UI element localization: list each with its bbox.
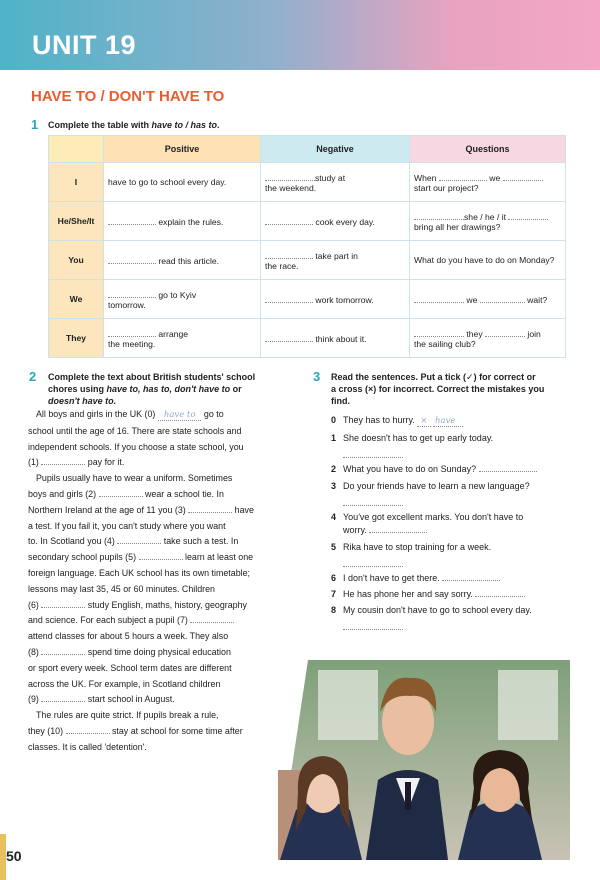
- exercise-2-number: 2: [29, 369, 37, 384]
- text: (8): [28, 646, 39, 657]
- answer-line[interactable]: [479, 463, 537, 472]
- window-shape: [498, 670, 558, 740]
- cell-text: explain the rules.: [158, 216, 224, 227]
- blank-line[interactable]: [485, 328, 525, 337]
- instruction-text: Read the sentences. Put a tick (✓) for correct or: [331, 372, 536, 382]
- cell-question: [410, 202, 566, 241]
- text: spend time doing physical education: [87, 646, 231, 657]
- item-number: 4: [331, 512, 337, 522]
- table-row: [49, 280, 566, 319]
- item-number: 3: [331, 481, 337, 491]
- item-number: 2: [331, 464, 337, 474]
- blank-line[interactable]: [108, 216, 156, 225]
- example-mark: ×: [417, 416, 430, 427]
- list-item: [331, 511, 571, 537]
- instruction-text: find.: [331, 396, 350, 406]
- text: learn at least one: [184, 552, 254, 563]
- exercise-2-text: [28, 407, 280, 756]
- text-line: school until the age of 16. There are state schools and: [28, 425, 242, 436]
- cell-text: join: [527, 328, 541, 339]
- item-text: Rika have to stop training for a week.: [343, 542, 492, 552]
- instruction-emphasis: have to / has to: [151, 120, 218, 130]
- cell-text: tomorrow.: [108, 299, 146, 310]
- text-line: or sport every week. School term dates are different: [28, 662, 232, 673]
- instruction-text: .: [217, 120, 220, 130]
- cell-negative: [261, 163, 410, 202]
- answer-line[interactable]: [343, 628, 403, 630]
- item-number: 5: [331, 542, 337, 552]
- cell-negative: [261, 202, 410, 241]
- unit-title: UNIT 19: [32, 30, 137, 60]
- table-header-questions: Questions: [410, 136, 566, 163]
- table-row: [49, 202, 566, 241]
- cell-text: the meeting.: [108, 338, 156, 349]
- blank-line[interactable]: [414, 328, 464, 337]
- blank-line[interactable]: [414, 294, 464, 303]
- gap-7[interactable]: [190, 614, 234, 623]
- text: go to: [203, 409, 224, 419]
- gap-5[interactable]: [139, 551, 183, 560]
- blank-line[interactable]: [480, 294, 525, 303]
- gap-1[interactable]: [41, 456, 85, 465]
- exercise-1-number: 1: [31, 117, 39, 132]
- cell-text: work tomorrow.: [315, 294, 374, 305]
- answer-line[interactable]: [475, 588, 525, 597]
- cell-positive: [104, 280, 261, 319]
- item-text: She doesn't has to get up early today.: [343, 433, 494, 443]
- cell-text: wait?: [527, 294, 548, 305]
- text: boys and girls (2): [28, 488, 97, 499]
- item-number: 1: [331, 433, 337, 443]
- item-text: They has to hurry.: [343, 415, 415, 425]
- item-number: 6: [331, 573, 337, 583]
- text-line: [28, 598, 280, 614]
- table-row: [49, 241, 566, 280]
- text-line: [28, 455, 280, 471]
- cell-negative: [261, 280, 410, 319]
- row-subject: You: [49, 241, 104, 280]
- text: and science. For each subject a pupil (7): [28, 615, 188, 626]
- item-number: 0: [331, 415, 337, 425]
- text: to. In Scotland you (4): [28, 536, 115, 547]
- item-text: You've got excellent marks. You don't have to: [343, 512, 524, 522]
- text-line: [28, 692, 280, 708]
- gap-9[interactable]: [41, 693, 85, 702]
- cell-text: she / he / it: [464, 211, 507, 222]
- table-row: [49, 319, 566, 358]
- gap-8[interactable]: [41, 646, 85, 655]
- cell-text: read this article.: [158, 255, 220, 266]
- text-line: [28, 487, 280, 503]
- cell-positive: [104, 319, 261, 358]
- table-header-positive: Positive: [104, 136, 261, 163]
- exercise-3-instruction: [331, 371, 571, 407]
- item-number: 8: [331, 605, 337, 615]
- row-subject: We: [49, 280, 104, 319]
- cell-text: arrange: [158, 328, 189, 339]
- instruction-text: a cross (×) for incorrect. Correct the mistakes you: [331, 384, 545, 394]
- text: pay for it.: [87, 457, 125, 468]
- section-title: HAVE TO / DON'T HAVE TO: [31, 88, 225, 105]
- text: All boys and girls in the UK (0): [36, 409, 156, 419]
- gap-3[interactable]: [188, 504, 232, 513]
- text: start school in August.: [87, 694, 175, 705]
- blank-line[interactable]: [265, 216, 313, 225]
- text-line: attend classes for about 5 hours a week. They also: [28, 631, 229, 642]
- paragraph: The rules are quite strict. If pupils break a rule,: [36, 710, 219, 721]
- text: stay at school for some time after: [111, 725, 243, 736]
- exercise-3-number: 3: [313, 369, 321, 384]
- cell-text: study at: [315, 172, 346, 183]
- text: have: [234, 504, 254, 515]
- gap-2[interactable]: [99, 488, 143, 497]
- text: secondary school pupils (5): [28, 552, 137, 563]
- blank-line[interactable]: [503, 172, 543, 181]
- answer-line[interactable]: [369, 524, 427, 533]
- cell-question: [410, 280, 566, 319]
- instruction-text: or: [230, 384, 242, 394]
- cell-text: think about it.: [315, 333, 367, 344]
- list-item: [331, 588, 571, 601]
- gap-6[interactable]: [41, 599, 85, 608]
- text-line: [28, 613, 280, 629]
- example-correction: have: [433, 416, 463, 427]
- cell-text: they: [466, 328, 483, 339]
- text: Northern Ireland at the age of 11 you (3): [28, 504, 186, 515]
- text: (9): [28, 694, 39, 705]
- item-text: I don't have to get there.: [343, 573, 440, 583]
- blank-line[interactable]: [108, 255, 156, 264]
- row-subject: They: [49, 319, 104, 358]
- exercise-1-table: [48, 135, 566, 358]
- table-header-row: [49, 136, 566, 163]
- answer-line[interactable]: [343, 504, 403, 506]
- text-line: [28, 503, 280, 519]
- cell-question: What do you have to do on Monday?: [410, 241, 566, 280]
- cell-negative: [261, 241, 410, 280]
- text: wear a school tie. In: [145, 488, 224, 499]
- exercise-2-instruction: [48, 371, 280, 407]
- cell-text: the weekend.: [265, 182, 317, 193]
- blank-line[interactable]: [108, 328, 156, 337]
- cell-text: When: [414, 172, 437, 183]
- text-line: classes. It is called 'detention'.: [28, 741, 147, 752]
- answer-line[interactable]: [442, 572, 500, 581]
- instruction-text: chores using: [48, 384, 107, 394]
- instruction-emphasis: have to, has to, don't have to: [106, 384, 231, 394]
- cell-positive: [104, 202, 261, 241]
- text: they (10): [28, 725, 64, 736]
- answer-line[interactable]: [343, 565, 403, 567]
- row-subject: I: [49, 163, 104, 202]
- blank-line[interactable]: [265, 172, 315, 181]
- text-line: independent schools. If you choose a state school, you: [28, 441, 244, 452]
- window-shape: [318, 670, 378, 740]
- students-photo: [278, 660, 570, 860]
- list-item: [331, 463, 571, 476]
- cell-negative: [261, 319, 410, 358]
- list-item: [331, 414, 571, 428]
- gap-4[interactable]: [117, 535, 161, 544]
- instruction-text: Complete the table with: [48, 120, 152, 130]
- cell-text: take part in: [315, 250, 358, 261]
- blank-line[interactable]: [265, 294, 313, 303]
- table-header-negative: Negative: [261, 136, 410, 163]
- instruction-emphasis: doesn't have to.: [48, 396, 117, 406]
- page-number: 50: [6, 848, 22, 864]
- cell-text: bring all her drawings?: [414, 221, 501, 232]
- blank-line[interactable]: [108, 289, 156, 298]
- example-answer: have to: [158, 410, 202, 421]
- table-header-blank: [49, 136, 104, 163]
- list-item: [331, 541, 571, 554]
- cell-text: we: [489, 172, 501, 183]
- text-line: foreign language. Each UK school has its own timetable;: [28, 567, 251, 578]
- cell-text: go to Kyiv: [158, 289, 197, 300]
- blank-line[interactable]: [414, 211, 464, 220]
- text-line: across the UK. For example, in Scotland children: [28, 678, 221, 689]
- cell-positive: [104, 241, 261, 280]
- blank-line[interactable]: [265, 333, 313, 342]
- text: (6): [28, 599, 39, 610]
- item-text: worry.: [343, 525, 367, 535]
- item-text: My cousin don't have to go to school every day.: [343, 605, 532, 615]
- cell-question: [410, 319, 566, 358]
- paragraph: Pupils usually have to wear a uniform. Sometimes: [36, 473, 233, 484]
- cell-text: we: [466, 294, 478, 305]
- instruction-text: Complete the text about British students' school: [48, 372, 256, 382]
- row-subject: He/She/It: [49, 202, 104, 241]
- text-line: [28, 550, 280, 566]
- list-item: [331, 604, 571, 617]
- table-row: [49, 163, 566, 202]
- gap-10[interactable]: [66, 725, 110, 734]
- list-item: [331, 572, 571, 585]
- paragraph: [28, 407, 280, 424]
- list-item: [331, 432, 571, 445]
- cell-question: [410, 163, 566, 202]
- item-number: 7: [331, 589, 337, 599]
- text: study English, maths, history, geography: [87, 599, 247, 610]
- text: (1): [28, 457, 39, 468]
- blank-line[interactable]: [508, 211, 548, 220]
- item-text: Do your friends have to learn a new language?: [343, 481, 530, 491]
- exercise-1-instruction: [48, 119, 220, 131]
- cell-text: the race.: [265, 260, 299, 271]
- text: take such a test. In: [163, 536, 239, 547]
- cell-text: start our project?: [414, 182, 479, 193]
- text-line: [28, 534, 280, 550]
- item-text: He has phone her and say sorry.: [343, 589, 473, 599]
- cell-positive: have to go to school every day.: [104, 163, 261, 202]
- text-line: lessons may last 35, 45 or 60 minutes. Children: [28, 583, 215, 594]
- text-line: a test. If you fail it, you can't study where you want: [28, 520, 226, 531]
- boy-tie: [405, 782, 411, 810]
- list-item: [331, 480, 571, 493]
- answer-line[interactable]: [343, 456, 403, 458]
- blank-line[interactable]: [265, 250, 313, 259]
- cell-text: the sailing club?: [414, 338, 476, 349]
- cell-text: cook every day.: [315, 216, 375, 227]
- blank-line[interactable]: [439, 172, 487, 181]
- item-text: What you have to do on Sunday?: [343, 464, 477, 474]
- text-line: [28, 645, 280, 661]
- text-line: [28, 724, 280, 740]
